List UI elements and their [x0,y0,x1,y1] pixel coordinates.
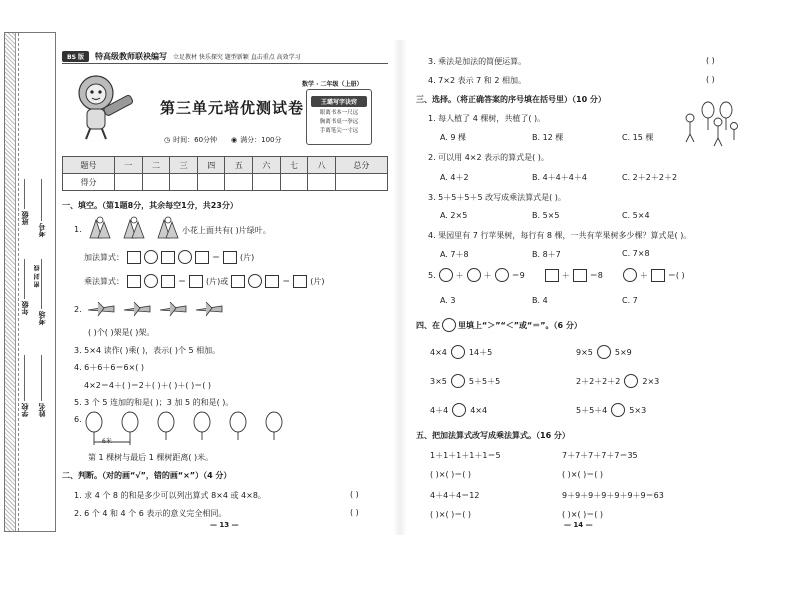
section-3-title: 三、选择。（将正确答案的序号填在括号里）（10 分） [416,95,606,104]
q3-question: 3. 5×4 读作( )乘( )，表示( )个 5 相加。 [74,346,221,355]
choice-5-number: 5. [428,270,436,280]
score-row-label: 得分 [63,174,115,191]
score-table-header [63,157,388,174]
compare-circle[interactable] [597,345,611,359]
judge-1-answer[interactable]: ( ) [350,490,359,499]
score-header-cell: 三 [170,157,198,174]
eq-symbol: ＋ [455,270,464,280]
section-2-title: 二、判断。（对的画“√”，错的画“×”）（4 分） [62,471,232,480]
score-cell[interactable] [142,174,170,191]
compare-item: 4×4 14＋5 [430,345,492,359]
score-header-cell: 二 [142,157,170,174]
choice-1: 1. 每人植了 4 棵树，共植了( )。 [428,114,546,123]
exam-title: 第三单元培优测试卷 [160,99,305,117]
tip-item: 眼离书本一尺远 [319,110,359,116]
score-table-row [63,174,388,191]
multiply-fill-4[interactable]: ( )×( )＝( ) [562,510,604,519]
score-cell[interactable] [335,174,387,191]
choice-2-option: C. 2＋2＋2＋2 [622,173,678,182]
choice-4-option: A. 7＋8 [440,250,469,259]
operator-circle[interactable] [144,274,158,288]
choice-3-option: C. 5×4 [622,211,650,220]
binding-stripe [5,33,16,531]
compare-item: 2＋2＋2＋2 2×3 [576,374,659,388]
q1-multiplication-unit: (片) [310,276,325,286]
grade-underline [24,259,25,299]
full-score: 满分：100分 [240,136,282,144]
name-label: 姓名 [38,403,46,417]
binding-strip [4,32,56,532]
tip-item: 胸离书桌一拳远 [319,119,359,125]
section-1-title: 一、填空。（第1题8分，其余每空1分，共23分） [62,201,238,210]
q1-multiplication-label: 乘法算式： [84,276,124,286]
left-page [58,0,388,589]
answer-box[interactable] [195,251,209,264]
q5-question: 5. 3 个 5 连加的和是( )；3 加 5 的和是( )。 [74,398,234,407]
answer-box[interactable] [127,275,141,288]
choice-2: 2. 可以用 4×2 表示的算式是( )。 [428,153,549,162]
class-label: 班级 [21,211,29,225]
answer-box[interactable] [161,275,175,288]
score-cell[interactable] [115,174,143,191]
exam-no-label: 考号 [38,223,46,237]
addition-4: 9＋9＋9＋9＋9＋9＋9＝63 [562,491,664,500]
choice-3-option: A. 2×5 [440,211,468,220]
eq-symbol: ＝9 [511,270,525,280]
choice-5-option: C. 7 [622,296,638,305]
choice-4-option: C. 7×8 [622,249,650,258]
clock-icon: ◷ [164,136,171,144]
answer-box[interactable] [223,251,237,264]
score-header-cell: 总分 [335,157,387,174]
addition-1: 1＋1＋1＋1＋1＝5 [430,451,501,460]
series-bar [62,50,388,62]
choice-3: 3. 5＋5＋5＋5 改写成乘法算式是( )。 [428,193,566,202]
eq-symbol: ＋ [483,270,492,280]
score-cell[interactable] [253,174,281,191]
slogan: 立足教材 快乐探究 题型新颖 直击重点 高效学习 [172,53,301,61]
multiply-fill-1[interactable]: ( )×( )＝( ) [430,470,472,479]
judge-3: 3. 乘法是加法的简便运算。 [428,57,527,66]
score-header-cell: 七 [280,157,308,174]
score-header-cell: 五 [225,157,253,174]
answer-box[interactable] [189,275,203,288]
q1-number: 1. [74,225,82,234]
page-number: — 13 — [210,521,239,529]
compare-item: 3×5 5＋5＋5 [430,374,500,388]
section-4-title-a: 四、在 [416,320,440,330]
seal-line-label: 密 封 线 [34,265,41,288]
section-5-title: 五、把加法算式改写成乘法算式。（16 分） [416,431,570,440]
tip-item: 手离笔尖一寸远 [319,128,359,134]
q4b-question: 4×2＝4＋( )＝2＋( )＋( )＋( )＝( ) [84,381,211,390]
addition-3: 4＋4＋4＝12 [430,491,480,500]
score-cell[interactable] [225,174,253,191]
edition-badge: BS 版 [62,51,89,62]
operator-circle[interactable] [248,274,262,288]
right-page [414,0,754,589]
score-header-cell: 八 [308,157,336,174]
operator-circle[interactable] [144,250,158,264]
q1-addition-unit: (片) [240,252,255,262]
multiply-fill-2[interactable]: ( )×( )＝( ) [562,470,604,479]
page-number: — 14 — [564,521,593,529]
score-header-cell: 一 [115,157,143,174]
q6-question: 第 1 棵树与最后 1 棵树距离( )米。 [88,453,214,462]
section-4-title [416,318,582,332]
q6-number: 6. [74,415,82,424]
choice-2-option: A. 4＋2 [440,173,469,182]
judge-4-answer[interactable]: ( ) [706,75,715,84]
q2-question: ( )个( )架是( )架。 [88,328,155,337]
tips-title: 王璐写字诀窍 [311,96,367,107]
q1-multiplication-mid: (片)或 [206,276,229,286]
kids-planting-trees-icon [680,100,742,148]
shape-circle[interactable] [495,268,509,282]
score-cell[interactable] [308,174,336,191]
q1-addition-label: 加法算式： [84,252,124,262]
exam-meta [164,135,282,145]
judge-1: 1. 求 4 个 8 的和是多少可以列出算式 8×4 或 4×8。 [74,491,266,500]
judge-2-answer[interactable]: ( ) [350,508,359,517]
shape-square[interactable] [545,269,559,282]
answer-box[interactable] [265,275,279,288]
score-cell[interactable] [197,174,225,191]
operator-circle[interactable] [178,250,192,264]
choice-5-row [428,268,685,282]
school-underline [24,355,25,401]
writing-tips-box [306,89,372,145]
tree-gap-label: 6米 [102,438,112,445]
choice-5-option: B. 4 [532,296,548,305]
airplanes-icon [84,298,244,318]
eq-symbol: ＋ [639,270,648,280]
compare-circle[interactable] [624,374,638,388]
q2-number: 2. [74,305,82,314]
shape-square[interactable] [573,269,587,282]
score-header-cell: 题号 [63,157,115,174]
q4-question: 4. 6＋6＋6＝6×( ) [74,363,145,372]
shape-square[interactable] [651,269,665,282]
answer-box[interactable] [293,275,307,288]
section-4-title-b: 里填上“＞”“＜”或“＝”。（6 分） [458,320,582,330]
subject-label: 数学 · 二年级（上册） [302,81,363,88]
seal-line [18,33,19,531]
compare-circle[interactable] [451,374,465,388]
score-header-cell: 四 [197,157,225,174]
shape-circle[interactable] [467,268,481,282]
eq-symbol: ＝( ) [667,270,685,280]
compare-circle-sample [442,318,456,332]
compare-item: 5＋5＋4 5×3 [576,403,646,417]
choice-2-option: B. 4＋4＋4＋4 [532,173,587,182]
exam-room-label: 考场 [38,311,46,325]
compare-circle[interactable] [451,345,465,359]
eq-symbol: ＋ [561,270,570,280]
answer-box[interactable] [231,275,245,288]
compare-item: 4＋4 4×4 [430,403,487,417]
score-header-cell: 六 [253,157,281,174]
shape-circle[interactable] [439,268,453,282]
series-title: 特高级教师联袂编写 [94,51,167,61]
school-label: 学校 [21,403,29,417]
q1-question: 小花上面共有( )片绿叶。 [182,226,271,235]
answer-box[interactable] [127,251,141,264]
score-table [62,156,388,191]
choice-5-option: A. 3 [440,296,456,305]
choice-3-option: B. 5×5 [532,211,560,220]
compare-circle[interactable] [452,403,466,417]
addition-2: 7＋7＋7＋7＋7＝35 [562,451,638,460]
grade-label: 年级 [21,301,29,315]
shape-circle[interactable] [623,268,637,282]
multiply-fill-3[interactable]: ( )×( )＝( ) [430,510,472,519]
trees-row-icon [84,410,284,446]
judge-3-answer[interactable]: ( ) [706,56,715,65]
score-cell[interactable] [280,174,308,191]
class-underline [24,179,25,209]
judge-2: 2. 6 个 4 和 4 个 6 表示的意义完全相同。 [74,509,227,518]
q1-multiplication-row: 乘法算式： ＝ (片)或 ＝ (片) [84,274,325,288]
name-underline [41,355,42,401]
series-divider [62,63,388,64]
choice-4-option: B. 8＋7 [532,250,561,259]
exam-no-underline [41,179,42,221]
page-gutter [393,40,407,535]
judge-4: 4. 7×2 表示 7 和 2 相加。 [428,76,526,85]
choice-1-option: B. 12 棵 [532,133,564,142]
exam-header [62,67,388,153]
choice-1-option: C. 15 棵 [622,133,654,142]
compare-circle[interactable] [611,403,625,417]
choice-4: 4. 果园里有 7 行苹果树，每行有 8 棵，一共有苹果树多少棵？算式是( )。 [428,231,692,240]
compare-item: 9×5 5×9 [576,345,632,359]
time-limit: 时间：60分钟 [173,136,218,144]
answer-box[interactable] [161,251,175,264]
score-icon: ◉ [231,136,238,144]
score-cell[interactable] [170,174,198,191]
choice-1-option: A. 9 棵 [440,133,467,142]
q1-addition-row: 加法算式： ＝ (片) [84,250,254,264]
eq-symbol: ＝8 [589,270,603,280]
lion-mascot-icon [72,71,136,141]
